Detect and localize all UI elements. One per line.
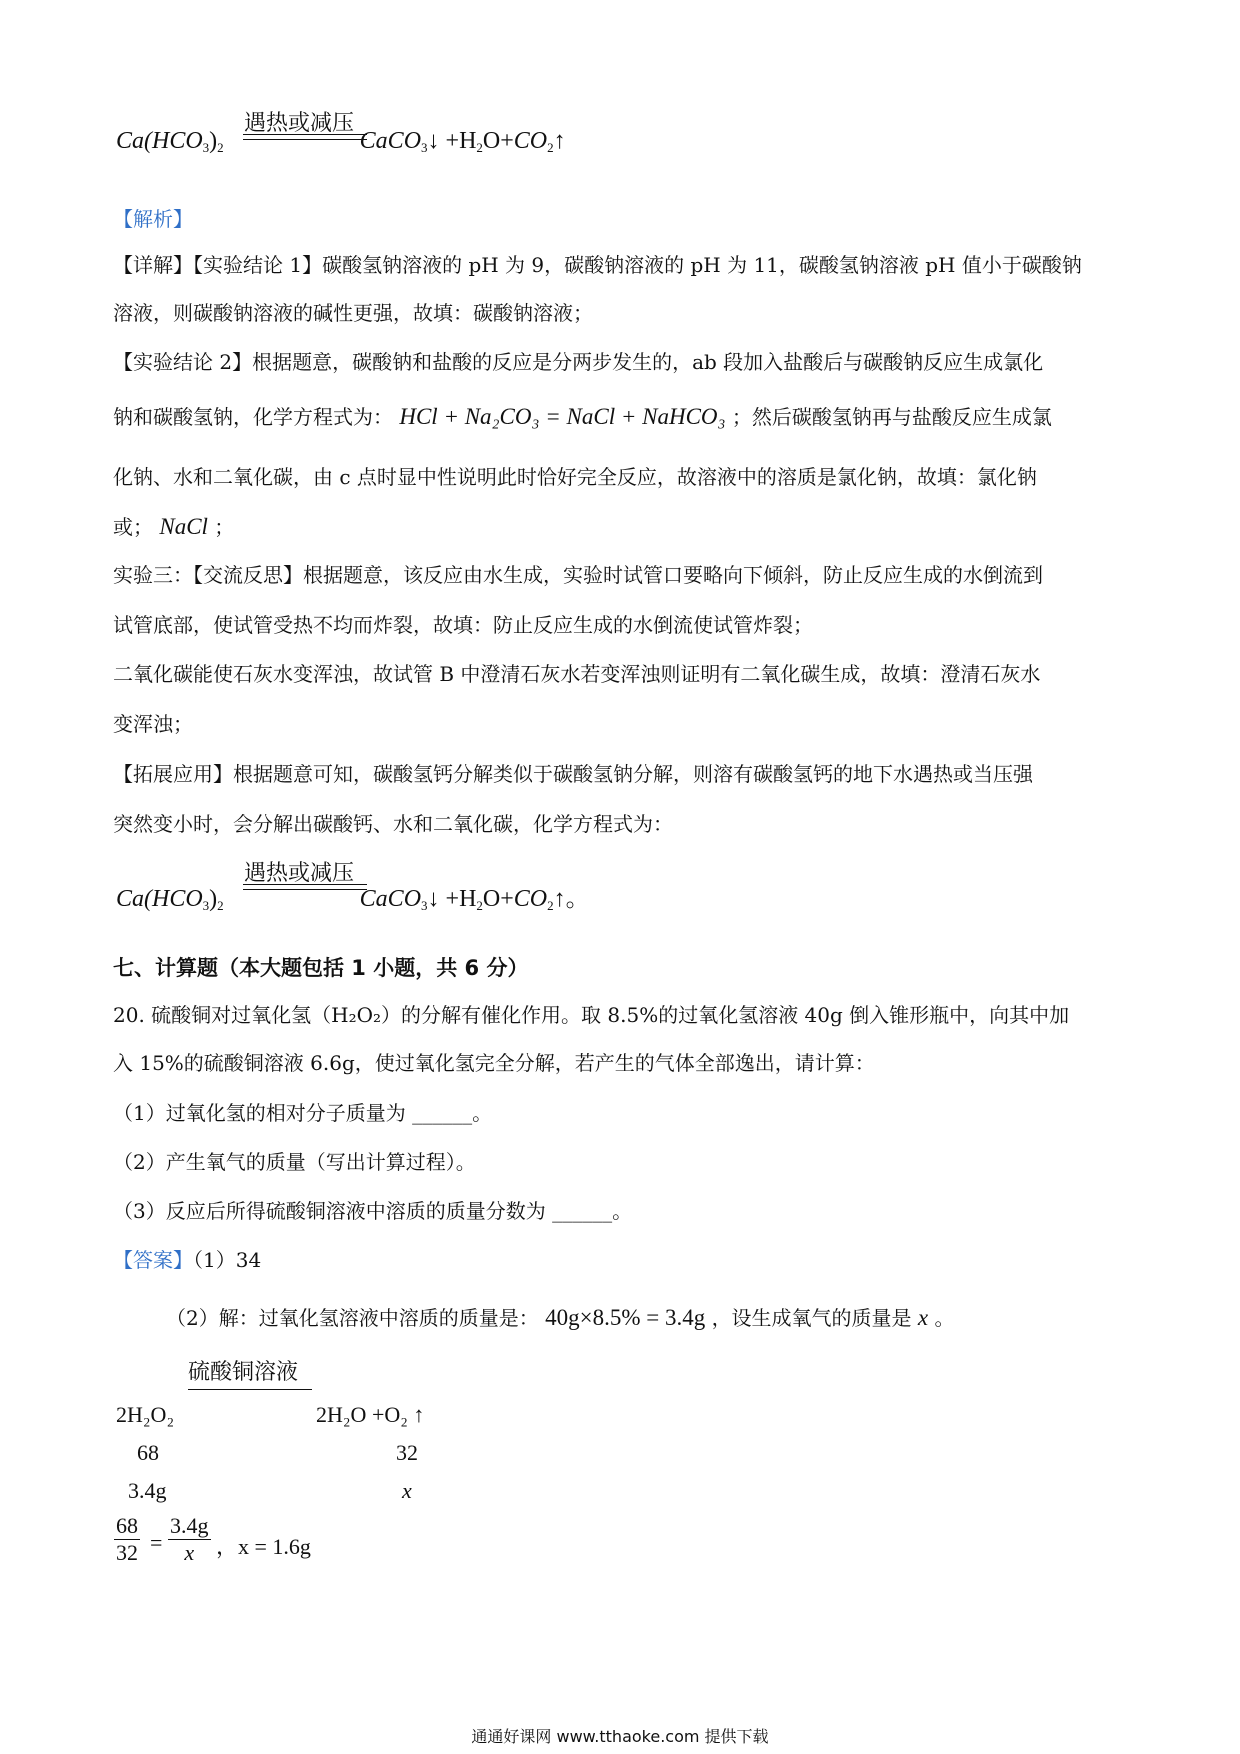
reactant-formula: 2H₂O₂: [116, 1402, 175, 1427]
result-text: ，x = 1.6g: [216, 1534, 311, 1559]
question-20-line-2: 入 15%的硫酸铜溶液 6.6g，使过氧化氢完全分解，若产生的气体全部逸出，请计算：: [113, 1051, 875, 1075]
reactant-mass: 3.4g: [128, 1478, 167, 1503]
detail-line-8: 试管底部，使试管受热不均而炸裂，故填：防止反应生成的水倒流使试管炸裂；: [113, 613, 813, 637]
detail-line-7: 实验三：【交流反思】根据题意，该反应由水生成，实验时试管口要略向下倾斜，防止反应生成的水倒流到: [113, 563, 1043, 587]
equation-decomposition-2: $Ca(HCO_3)_2$ CaCO$_3$↓ $+H_2O+CO_2↑$。: [116, 886, 590, 913]
question-20-part-3: （3）反应后所得硫酸铜溶液中溶质的质量分数为 ______。: [113, 1199, 633, 1223]
detail-line-6: 或； NaCl ；: [113, 514, 235, 539]
detail-line-2: 溶液，则碳酸钠溶液的碱性更强，故填：碳酸钠溶液；: [113, 301, 593, 325]
equals-sign: =: [150, 1530, 163, 1555]
answer-label: 【答案】: [113, 1248, 193, 1272]
solution-intro: （2）解：过氧化氢溶液中溶质的质量是： 40g×8.5% = 3.4g ，设生成氧气的质量是 x 。: [166, 1305, 955, 1330]
reactant-mr: 68: [137, 1440, 159, 1465]
fraction-mass: $\frac{3.4g}{x}$: [170, 1513, 209, 1565]
detail-line-11: 【拓展应用】根据题意可知，碳酸氢钙分解类似于碳酸氢钠分解，则溶有碳酸氢钙的地下水遇热或当压强: [113, 762, 1033, 786]
catalyst-underline: [188, 1389, 312, 1390]
detail-line-4: 钠和碳酸氢钠，化学方程式为： HCl + Na₂CO₃ = NaCl + NaHCO₃ ；然后碳酸氢钠再与盐酸反应生成氯: [113, 404, 1052, 429]
detail-line-12: 突然变小时，会分解出碳酸钙、水和二氧化碳，化学方程式为：: [113, 812, 673, 836]
detail-line-1: 【详解】【实验结论 1】碳酸氢钠溶液的 pH 为 9，碳酸钠溶液的 pH 为 11，碳酸氢钠溶液 pH 值小于碳酸钠: [113, 253, 1082, 277]
analysis-label: 【解析】: [113, 207, 193, 231]
section-heading: 七、计算题（本大题包括 1 小题，共 6 分）: [113, 956, 529, 980]
detail-line-5: 化钠、水和二氧化碳，由 c 点时显中性说明此时恰好完全反应，故溶液中的溶质是氯化钠，故填：氯化钠: [113, 465, 1037, 489]
detail-line-3: 【实验结论 2】根据题意，碳酸钠和盐酸的反应是分两步发生的，ab 段加入盐酸后与碳酸钠反应生成氯化: [113, 350, 1044, 374]
reaction-condition: 遇热或减压: [244, 111, 355, 136]
equation-inline: HCl + Na₂CO₃ = NaCl + NaHCO₃: [399, 404, 726, 429]
catalyst-label: 硫酸铜溶液: [188, 1360, 299, 1385]
question-20-part-1: （1）过氧化氢的相对分子质量为 ______。: [113, 1101, 493, 1125]
reaction-condition-2: 遇热或减压: [244, 861, 355, 886]
footer-watermark: 通通好课网 www.tthaoke.com 提供下载: [471, 1727, 769, 1746]
product-formula: 2H₂O +O₂ ↑: [316, 1402, 425, 1427]
detail-line-9: 二氧化碳能使石灰水变浑浊，故试管 B 中澄清石灰水若变浑浊则证明有二氧化碳生成，故填：澄清石灰水: [113, 662, 1041, 686]
product-mass: x: [402, 1478, 412, 1503]
answer-line: 【答案】（1）34: [113, 1248, 262, 1272]
product-mr: 32: [396, 1440, 418, 1465]
question-20-part-2: （2）产生氧气的质量（写出计算过程）。: [113, 1150, 476, 1174]
equation-decomposition: $Ca(HCO_3)_2$ CaCO$_3$↓ $+H_2O+CO_2↑$: [116, 128, 566, 155]
fraction-mr: $\frac{68}{32}$: [116, 1513, 138, 1565]
detail-line-10: 变浑浊；: [113, 712, 193, 736]
question-20-line-1: 20. 硫酸铜对过氧化氢（H₂O₂）的分解有催化作用。取 8.5%的过氧化氢溶液 40g 倒入锥形瓶中，向其中加: [113, 1003, 1070, 1027]
